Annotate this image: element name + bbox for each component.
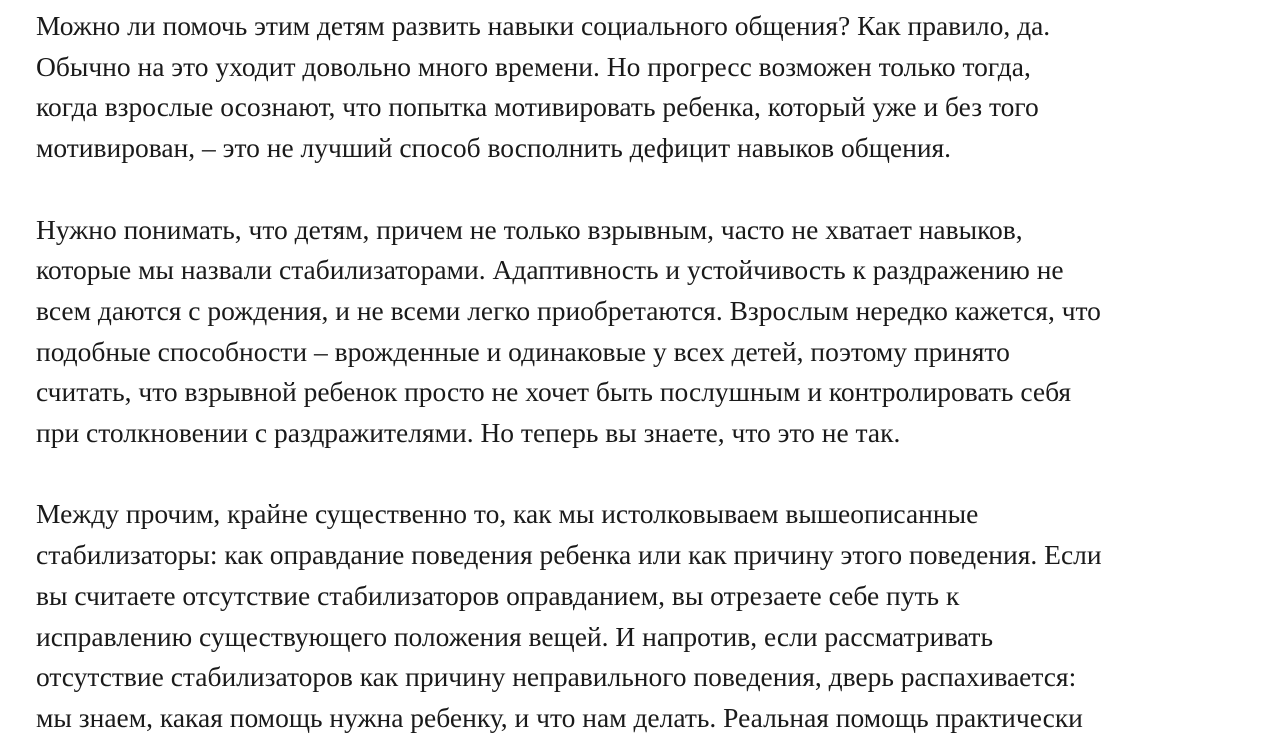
paragraph-2 [36, 210, 1251, 454]
document-page [36, 6, 1251, 739]
text-line: которые мы назвали стабилизаторами. Адаптивность и устойчивость к раздражению не [36, 254, 1064, 286]
text-line: Обычно на это уходит довольно много времени. Но прогресс возможен только тогда, [36, 50, 1031, 82]
text-line: вы считаете отсутствие стабилизаторов оправданием, вы отрезаете себе путь к [36, 579, 960, 611]
text-line: Можно ли помочь этим детям развить навыки социального общения? Как правило, да. [36, 10, 1051, 41]
paragraph-1 [36, 6, 1251, 169]
text-line: Нужно понимать, что детям, причем не только взрывным, часто не хватает навыков, [36, 213, 1023, 245]
text-line: мы знаем, какая помощь нужна ребенку, и что нам делать. Реальная помощь практически [36, 701, 1083, 733]
text-line: считать, что взрывной ребенок просто не хочет быть послушным и контролировать себя [36, 376, 1072, 408]
text-line: исправлению существующего положения вещей. И напротив, если рассматривать [36, 620, 993, 652]
text-line: Между прочим, крайне существенно то, как мы истолковываем вышеописанные [36, 498, 979, 530]
paragraph-spacer [36, 169, 1251, 210]
text-line: стабилизаторы: как оправдание поведения ребенка или как причину этого поведения. Если [36, 539, 1102, 571]
text-line: когда взрослые осознают, что попытка мотивировать ребенка, который уже и без того [36, 91, 1039, 123]
paragraph-spacer [36, 454, 1251, 495]
text-line: при столкновении с раздражителями. Но теперь вы знаете, что это не так. [36, 417, 901, 449]
text-line: всем даются с рождения, и не всеми легко приобретаются. Взрослым нередко кажется, что [36, 294, 1101, 326]
paragraph-3 [36, 494, 1251, 738]
text-line: подобные способности – врожденные и одинаковые у всех детей, поэтому принято [36, 335, 1010, 367]
text-line: отсутствие стабилизаторов как причину неправильного поведения, дверь распахивается: [36, 661, 1077, 693]
text-line: мотивирован, – это не лучший способ восполнить дефицит навыков общения. [36, 132, 952, 164]
